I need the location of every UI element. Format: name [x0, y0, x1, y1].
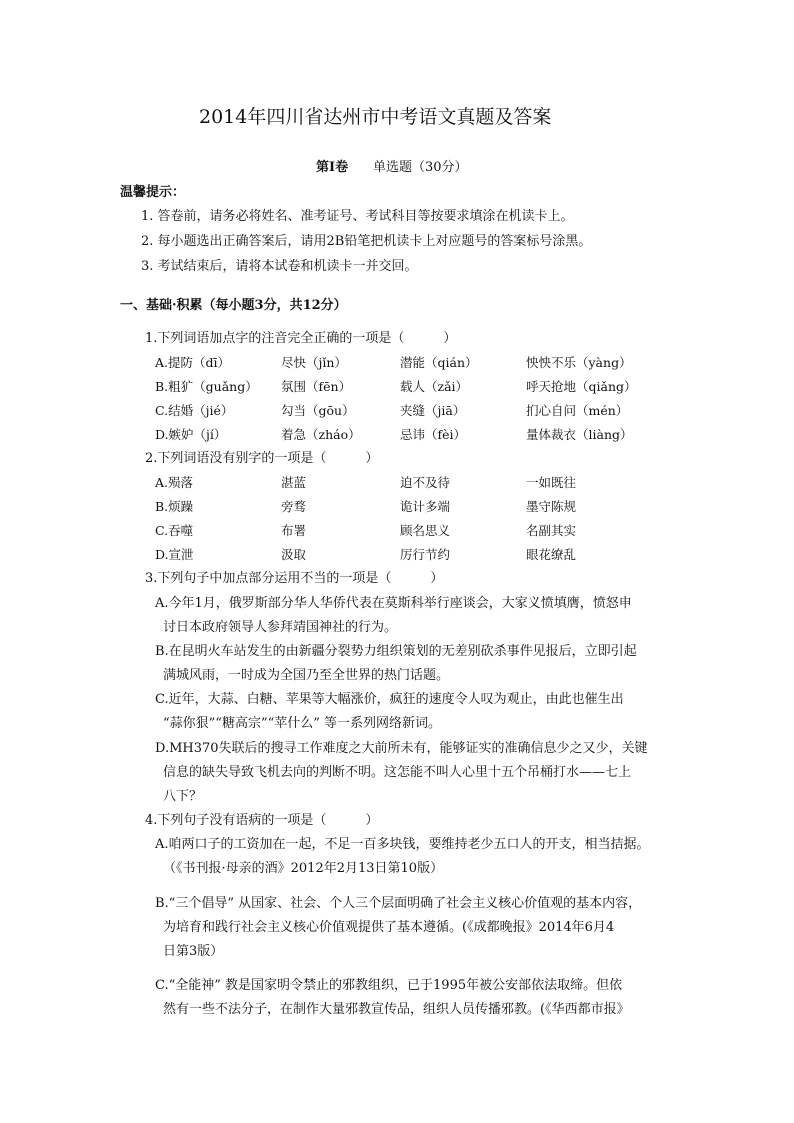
page-title: 2014年四川省达州市中考语文真题及答案 — [199, 106, 552, 128]
q1-option-b-2: 氛围（fēn） — [281, 379, 352, 394]
q3-option-line: “蒜你狠”“糖高宗”“苹什么” 等一系列网络新词。 — [163, 716, 442, 731]
q4-option-line: （《书刊报·母亲的酒》2012年2月13日第10版） — [163, 861, 444, 876]
q3-option-line: 满城风雨，一时成为全国乃至全世界的热门话题。 — [163, 668, 450, 683]
tip-item: 1. 答卷前，请务必将姓名、准考证号、考试科目等按要求填涂在机读卡上。 — [141, 209, 574, 224]
q1-option-d-2: 着急（zháo） — [281, 427, 361, 442]
q3-option-line: D.MH370失联后的搜寻工作难度之大前所未有，能够证实的准确信息少之又少，关键 — [155, 741, 648, 756]
q4-option-line: 然有一些不法分子，在制作大量邪教宣传品，组织人员传播邪教。(《华西都市报》 — [163, 1002, 630, 1017]
q4-option-line: 为培育和践行社会主义核心价值观提供了基本遵循。(《成都晚报》2014年6月4 — [163, 920, 615, 935]
q1-option-a-1: A.提防（dī） — [155, 355, 231, 370]
q3-option-line: 讨日本政府领导人参拜靖国神社的行为。 — [163, 620, 398, 635]
q2-option-d-2: 汲取 — [281, 547, 307, 562]
tip-item: 3. 考试结束后，请将本试卷和机读卡一并交回。 — [141, 259, 418, 274]
part-label: 第Ⅰ卷 — [316, 160, 349, 175]
question-4-stem: 4.下列句子没有语病的一项是（ ） — [145, 813, 379, 828]
q3-option-line: 八下？ — [163, 789, 203, 804]
q2-option-d-1: D.宣泄 — [155, 547, 194, 562]
q2-option-a-2: 湛蓝 — [281, 475, 307, 490]
q1-option-a-2: 尽快（jǐn） — [281, 355, 347, 370]
q2-option-c-2: 布署 — [281, 523, 307, 538]
q1-option-d-1: D.嫉妒（jí） — [155, 427, 227, 442]
q2-option-b-2: 旁骛 — [281, 499, 307, 514]
q1-option-c-2: 勾当（gōu） — [281, 403, 355, 418]
question-2-stem: 2.下列词语没有别字的一项是（ ） — [145, 451, 379, 466]
q4-option-line: B.“三个倡导” 从国家、社会、个人三个层面明确了社会主义核心价值观的基本内容， — [155, 896, 642, 911]
q1-option-c-1: C.结婚（jié） — [155, 403, 234, 418]
q1-option-b-3: 载人（zǎi） — [400, 379, 469, 394]
q3-option-line: A.今年1月，俄罗斯部分华人华侨代表在莫斯科举行座谈会，大家义愤填膺，愤怒申 — [155, 596, 632, 611]
tip-item: 2. 每小题选出正确答案后，请用2B铅笔把机读卡上对应题号的答案标号涂黑。 — [141, 234, 592, 249]
q2-option-a-1: A.殒落 — [155, 475, 194, 490]
question-3-stem: 3.下列句子中加点部分运用不当的一项是（ ） — [145, 571, 444, 586]
q2-option-a-3: 迫不及待 — [400, 475, 451, 490]
q1-option-c-4: 扪心自问（mén） — [526, 403, 629, 418]
q1-option-b-4: 呼天抢地（qiǎng） — [526, 379, 637, 394]
q2-option-a-4: 一如既往 — [526, 475, 577, 490]
q2-option-b-4: 墨守陈规 — [526, 499, 577, 514]
q1-option-a-3: 潜能（qián） — [400, 355, 478, 370]
q3-option-line: C.近年，大蒜、白糖、苹果等大幅涨价，疯狂的速度令人叹为观止，由此也催生出 — [155, 692, 624, 707]
q3-option-line: 信息的缺失导致飞机去向的判断不明。这怎能不叫人心里十五个吊桶打水——七上 — [163, 765, 632, 780]
q2-option-b-3: 诡计多端 — [400, 499, 451, 514]
q1-option-d-3: 忌讳（fèi） — [400, 427, 467, 442]
tips-heading: 温馨提示： — [120, 185, 186, 200]
q1-option-a-4: 怏怏不乐（yàng） — [526, 355, 632, 370]
q2-option-c-4: 名副其实 — [526, 523, 577, 538]
part-subtitle: 单选题（30分） — [373, 160, 468, 175]
q2-option-d-4: 眼花缭乱 — [526, 547, 577, 562]
q3-option-line: B.在昆明火车站发生的由新疆分裂势力组织策划的无差别砍杀事件见报后，立即引起 — [155, 644, 637, 659]
q4-option-line: 日第3版） — [163, 944, 224, 959]
q1-option-c-3: 夹缝（jiā） — [400, 403, 466, 418]
q4-option-line: A.咱两口子的工资加在一起，不足一百多块钱，要维持老少五口人的开支，相当拮据。 — [155, 837, 650, 852]
q2-option-c-1: C.吞噬 — [155, 523, 194, 538]
q2-option-c-3: 顾名思义 — [400, 523, 451, 538]
q4-option-line: C.“全能神” 教是国家明令禁止的邪教组织，已于1995年被公安部依法取缔。但依 — [155, 978, 623, 993]
q2-option-b-1: B.烦躁 — [155, 499, 194, 514]
q1-option-b-1: B.粗犷（guǎng） — [155, 379, 258, 394]
q2-option-d-3: 厉行节约 — [400, 547, 451, 562]
q1-option-d-4: 量体裁衣（liàng） — [526, 427, 633, 442]
section-heading: 一、基础·积累（每小题3分，共12分） — [120, 298, 347, 313]
question-1-stem: 1.下列词语加点字的注音完全正确的一项是（ ） — [145, 331, 457, 346]
